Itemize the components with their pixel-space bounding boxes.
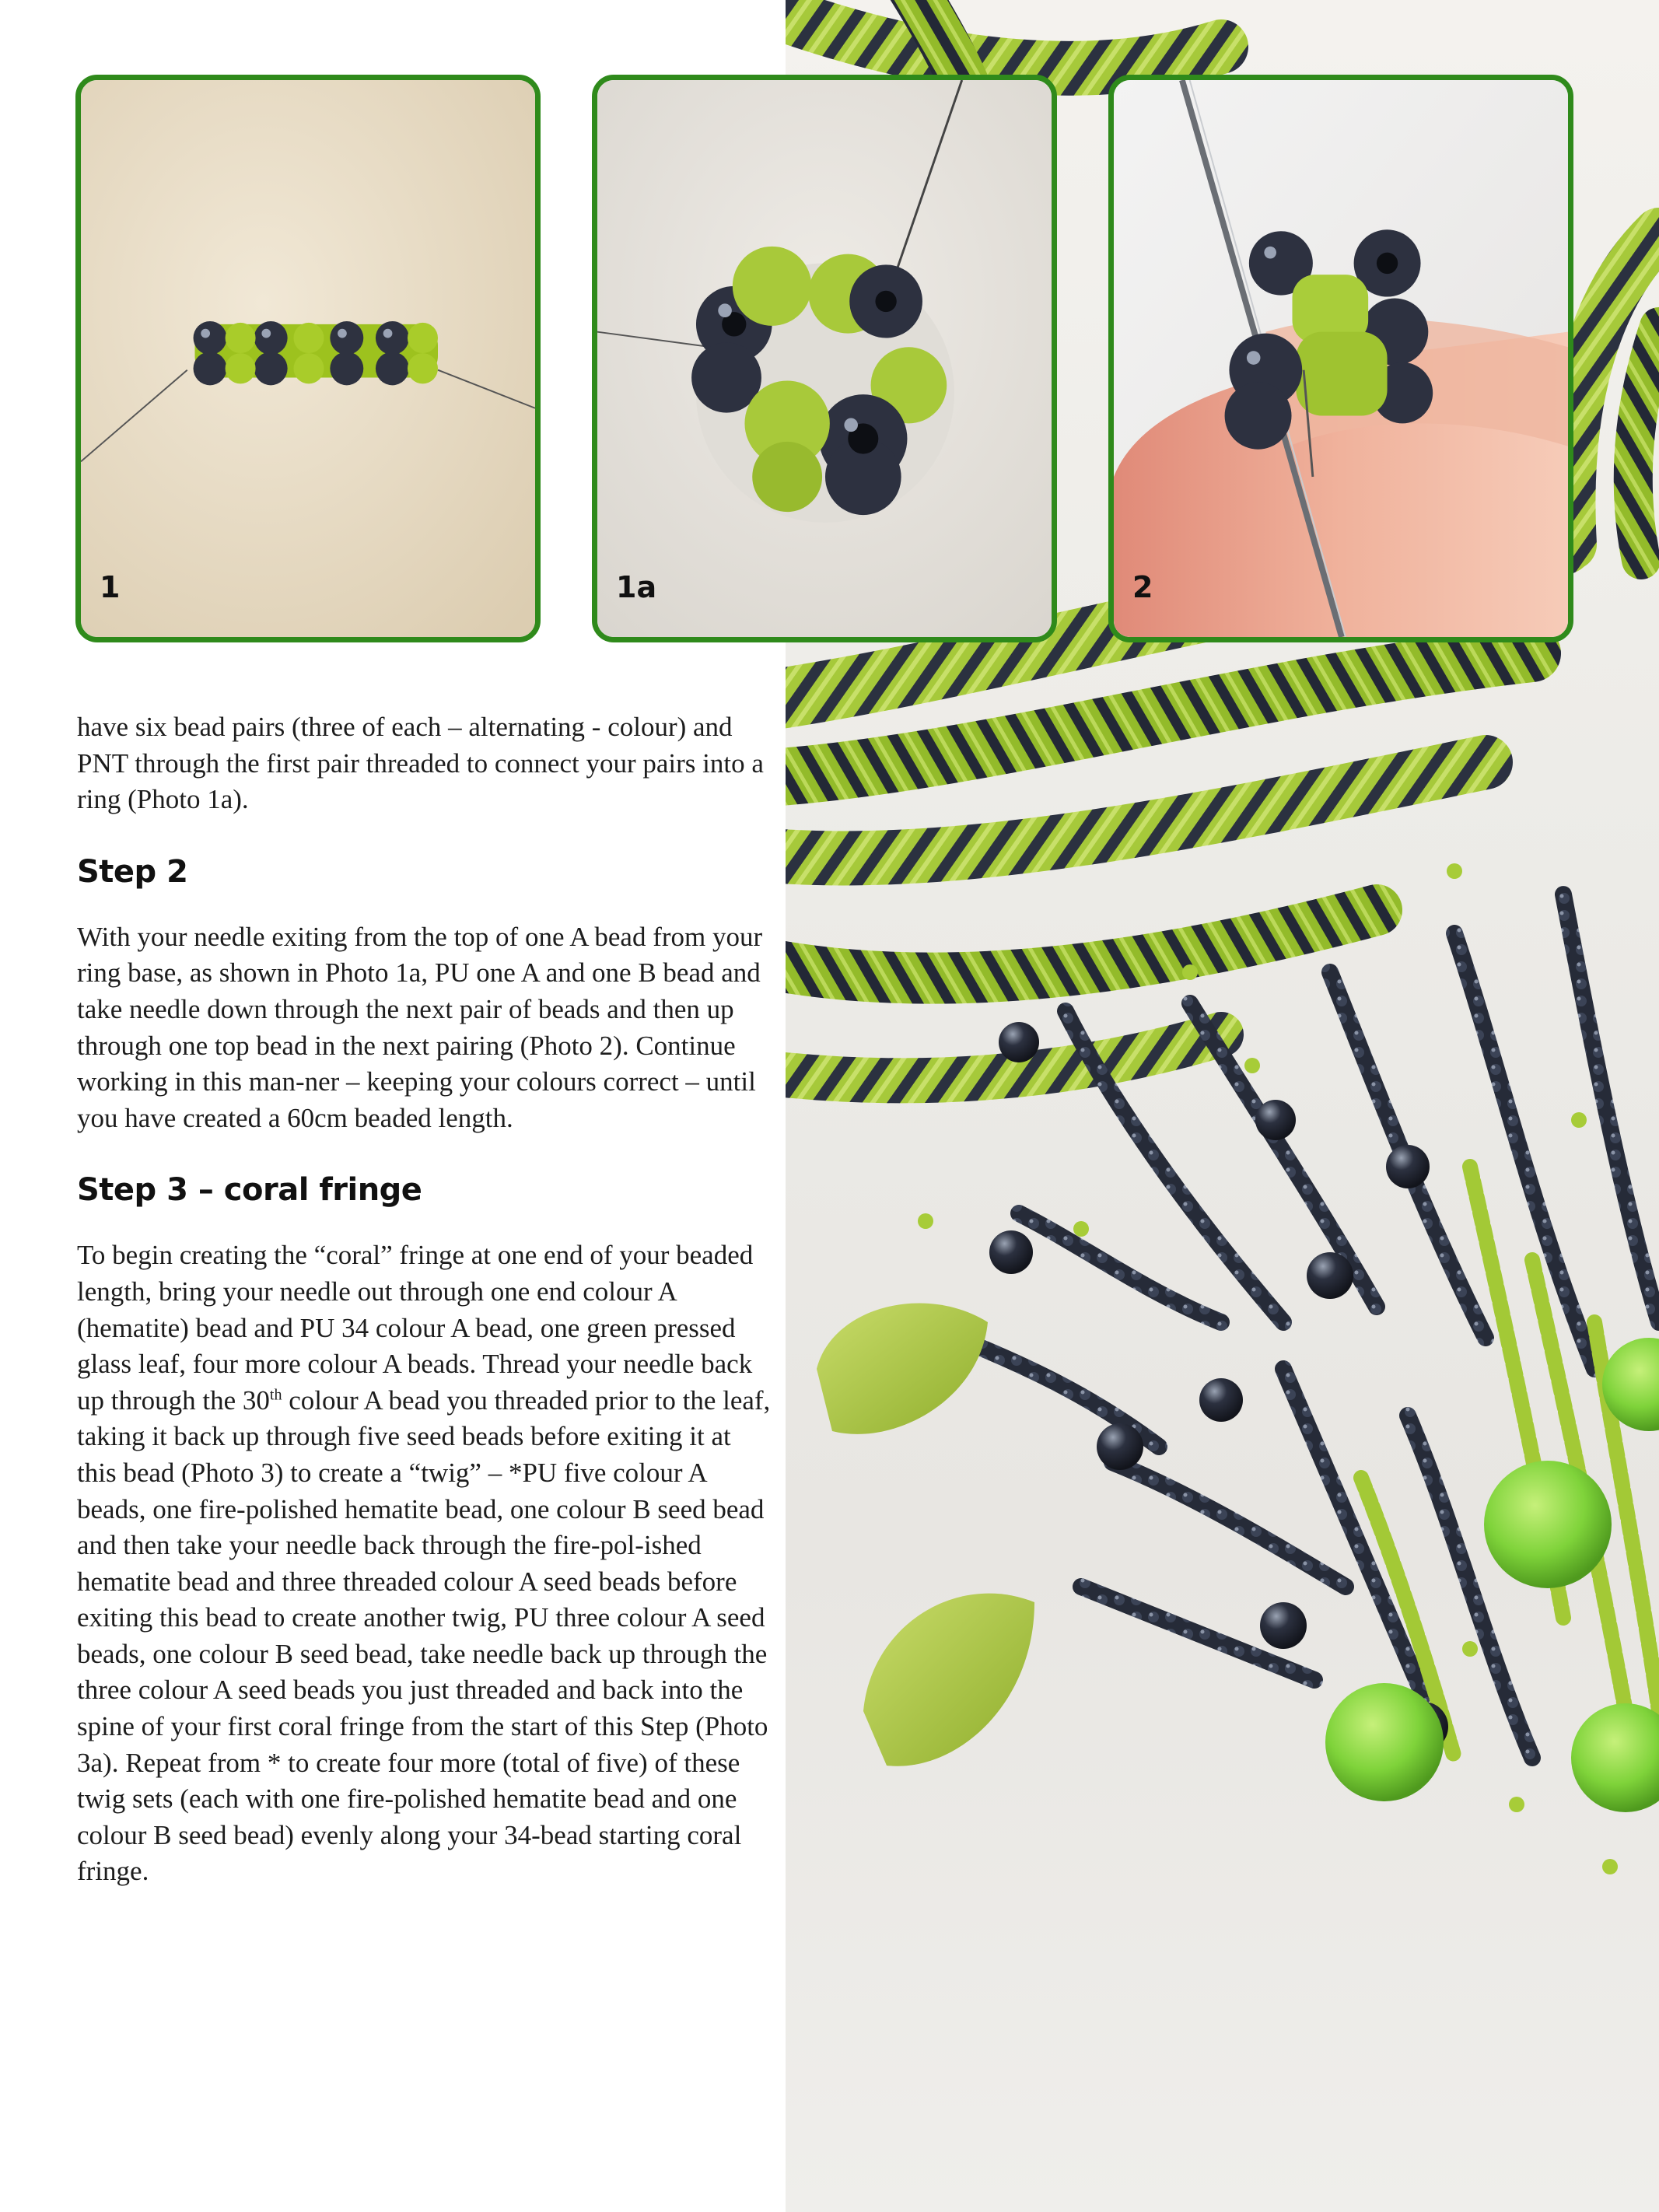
photo-1-label: 1 xyxy=(100,570,121,604)
instructions-column xyxy=(77,709,777,1890)
step-2-heading: Step 2 xyxy=(77,853,188,890)
step-2-body: With your needle exiting from the top of one A bead from your ring base, as shown in Photo 1a, PU one A and one B bead and take needle down through the next pair of beads and then up through one top bead in the next pairing (Photo 2). Continue working in this man-ner – keeping your colours correct – until you have created a 60cm beaded length. xyxy=(77,921,763,1133)
photo-1a xyxy=(592,75,1057,642)
intro-paragraph: have six bead pairs (three of each – alternating - colour) and PNT through the first pair threaded to connect your pairs into a ring (Photo 1a). xyxy=(77,712,764,815)
ordinal-suffix: th xyxy=(269,1386,282,1404)
photo-2-label: 2 xyxy=(1132,570,1153,604)
step-3-body xyxy=(77,1237,777,1890)
photo-2 xyxy=(1108,75,1573,642)
photo-1 xyxy=(75,75,541,642)
photo-1a-image xyxy=(597,80,1052,637)
step-3-body-part2: colour A bead you threaded prior to the leaf, taking it back up through five seed beads before exiting it at this bead (Photo 3) to create a “twig” – *PU five colour A beads, one fire-polished hematite bead, one colour B seed bead and then take your needle back through the fire-pol-ished hematite bead and three threaded colour A seed beads before exiting this bead to create another twig, PU three colour A seed beads, one colour B seed bead, take needle back up through the three colour A seed beads you just threaded and back into the spine of your first coral fringe from the start of this Step (Photo 3a). Repeat from * to create four more (total of five) of these twig sets (each with one fire-polished hematite bead and one colour B seed bead) evenly along your 34-bead starting coral fringe. xyxy=(77,1384,771,1887)
step-3-body-part1: To begin creating the “coral” fringe at one end of your beaded length, bring your needle out through one end colour A (hematite) bead and PU 34 colour A bead, one green pressed glass leaf, four more colour A beads. Thread your needle back up through the 30 xyxy=(77,1240,754,1416)
photo-1-image xyxy=(81,80,535,637)
step-3-heading: Step 3 – coral fringe xyxy=(77,1172,422,1209)
photo-2-image xyxy=(1114,80,1568,637)
photo-1a-label: 1a xyxy=(616,570,657,604)
